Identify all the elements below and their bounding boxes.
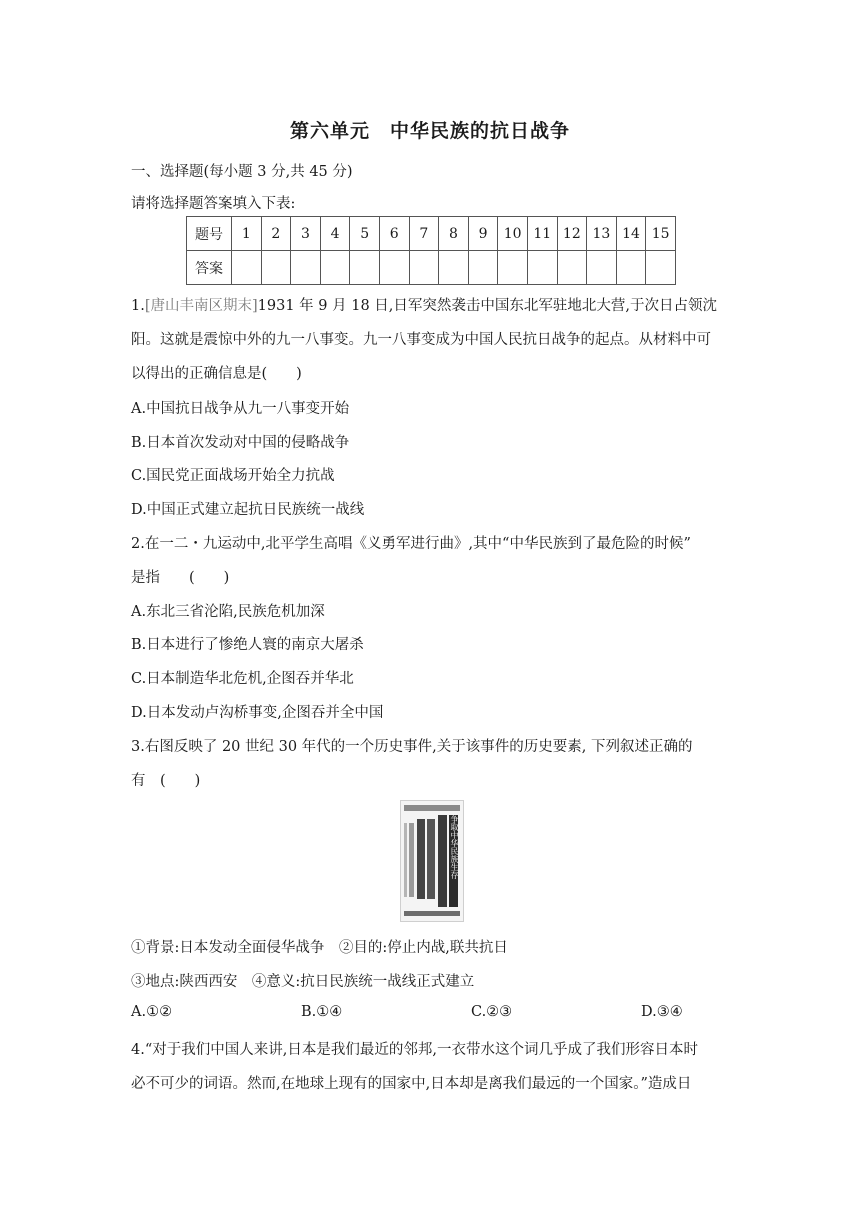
question-number-cell: 3 <box>291 217 321 251</box>
question-2-option-a: A.东北三省沦陷,民族危机加深 <box>131 604 325 620</box>
answer-cell[interactable] <box>379 251 409 285</box>
answer-cell[interactable] <box>232 251 262 285</box>
question-number-cell: 12 <box>557 217 587 251</box>
question-1-text: 1931 年 9 月 18 日,日军突然袭击中国东北军驻地北大营,于次日占领沈 <box>257 298 718 314</box>
answer-cell[interactable] <box>557 251 587 285</box>
answer-cell[interactable] <box>587 251 617 285</box>
question-1-line-1 <box>131 294 717 315</box>
question-1-option-a: A.中国抗日战争从九一八事变开始 <box>131 401 350 417</box>
answer-table <box>186 216 676 285</box>
newspaper-clipping-image <box>400 800 464 922</box>
question-3-option-a: A.①② <box>131 1004 173 1020</box>
question-number-cell: 13 <box>587 217 617 251</box>
question-3-line-1: 3.右图反映了 20 世纪 30 年代的一个历史事件,关于该事件的历史要素, 下列叙述正确的 <box>131 739 693 755</box>
answer-cell[interactable] <box>261 251 291 285</box>
answer-cell[interactable] <box>468 251 498 285</box>
question-number-cell: 5 <box>350 217 380 251</box>
answer-cell[interactable] <box>439 251 469 285</box>
question-2-option-b: B.日本进行了惨绝人寰的南京大屠杀 <box>131 637 364 653</box>
question-number-cell: 7 <box>409 217 439 251</box>
question-2-option-c: C.日本制造华北危机,企图吞并华北 <box>131 671 354 687</box>
question-1-line-3: 以得出的正确信息是( ) <box>131 366 302 382</box>
answer-cell[interactable] <box>616 251 646 285</box>
page-title: 第六单元 中华民族的抗日战争 <box>289 120 570 142</box>
number-row-label: 题号 <box>187 217 232 251</box>
question-1-source: [唐山丰南区期末] <box>144 298 258 314</box>
question-number-cell: 1 <box>232 217 262 251</box>
question-1-line-2: 阳。这就是震惊中外的九一八事变。九一八事变成为中国人民抗日战争的起点。从材料中可 <box>131 332 711 348</box>
answer-cell[interactable] <box>527 251 557 285</box>
table-instruction: 请将选择题答案填入下表: <box>131 196 296 212</box>
question-number-cell: 14 <box>616 217 646 251</box>
question-number-cell: 15 <box>646 217 676 251</box>
question-3-items-2: ③地点:陕西西安 ④意义:抗日民族统一战线正式建立 <box>131 974 475 990</box>
answer-cell[interactable] <box>498 251 528 285</box>
question-3-options <box>131 1004 811 1020</box>
question-number-cell: 8 <box>439 217 469 251</box>
answer-table-number-row <box>187 217 676 251</box>
question-3-line-2: 有 ( ) <box>131 773 201 789</box>
question-2-option-d: D.日本发动卢沟桥事变,企图吞并全中国 <box>131 705 384 721</box>
question-number-cell: 6 <box>379 217 409 251</box>
answer-cell[interactable] <box>291 251 321 285</box>
question-4-line-2: 必不可少的词语。然而,在地球上现有的国家中,日本却是离我们最远的一个国家。”造成日 <box>131 1076 692 1092</box>
question-3-option-d: D.③④ <box>641 1004 683 1020</box>
answer-cell[interactable] <box>646 251 676 285</box>
question-number-cell: 4 <box>320 217 350 251</box>
question-1-option-d: D.中国正式建立起抗日民族统一战线 <box>131 502 365 518</box>
question-1-number: 1. <box>131 298 145 314</box>
question-3-option-c: C.②③ <box>471 1004 513 1020</box>
question-3-items-1: ①背景:日本发动全面侵华战争 ②目的:停止内战,联共抗日 <box>131 940 508 956</box>
answer-cell[interactable] <box>320 251 350 285</box>
answer-table-answer-row <box>187 251 676 285</box>
question-number-cell: 9 <box>468 217 498 251</box>
question-number-cell: 11 <box>527 217 557 251</box>
question-number-cell: 10 <box>498 217 528 251</box>
answer-cell[interactable] <box>409 251 439 285</box>
question-2-line-2: 是指 ( ) <box>131 570 230 586</box>
newspaper-headline-text: 争取中华民族生存 <box>450 815 459 879</box>
section-heading: 一、选择题(每小题 3 分,共 45 分) <box>131 164 353 180</box>
question-4-line-1: 4.“对于我们中国人来讲,日本是我们最近的邻邦,一衣带水这个词几乎成了我们形容日本时 <box>131 1042 698 1058</box>
question-2-line-1: 2.在一二・九运动中,北平学生高唱《义勇军进行曲》,其中“中华民族到了最危险的时候” <box>131 536 691 552</box>
question-1-option-c: C.国民党正面战场开始全力抗战 <box>131 468 335 484</box>
answer-cell[interactable] <box>350 251 380 285</box>
question-3-option-b: B.①④ <box>301 1004 343 1020</box>
question-1-option-b: B.日本首次发动对中国的侵略战争 <box>131 435 350 451</box>
answer-row-label: 答案 <box>187 251 232 285</box>
question-number-cell: 2 <box>261 217 291 251</box>
